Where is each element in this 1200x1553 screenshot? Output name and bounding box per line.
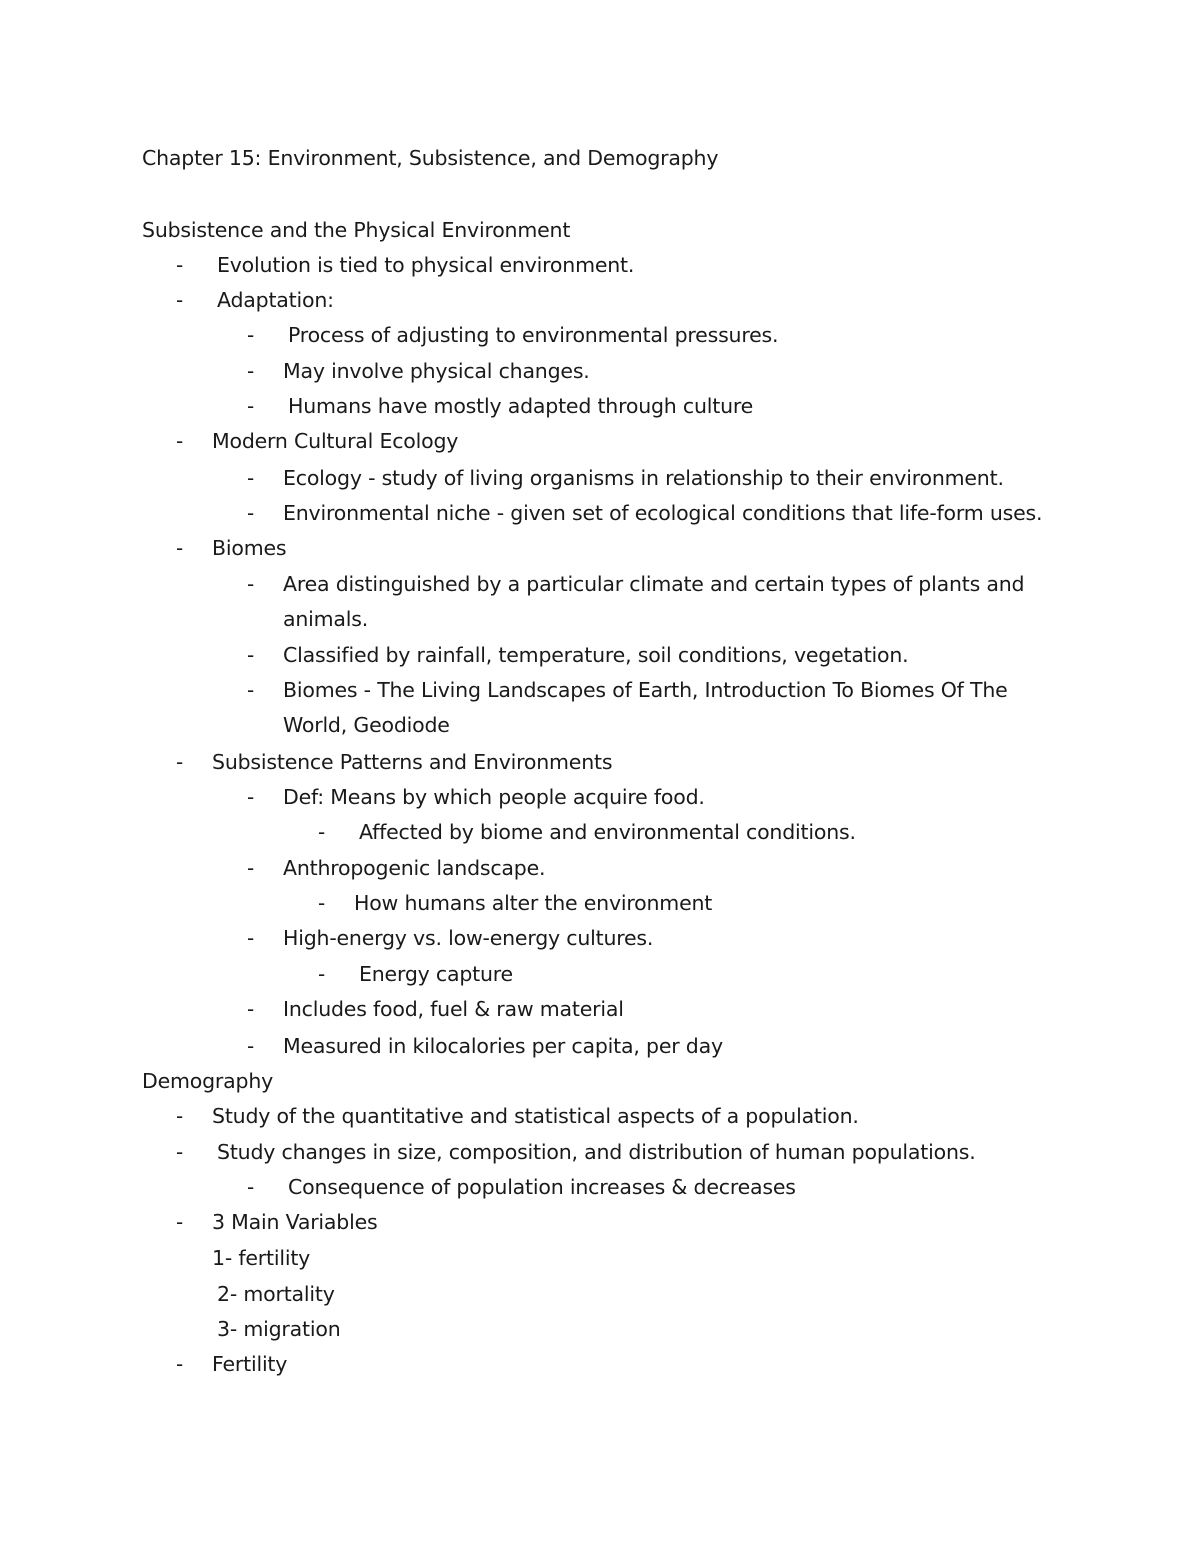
bullet-dash: - bbox=[176, 253, 184, 277]
list-item: Fertility bbox=[212, 1352, 288, 1376]
bullet-dash: - bbox=[176, 288, 184, 312]
list-item: Measured in kilocalories per capita, per day bbox=[283, 1034, 723, 1058]
list-item: Includes food, fuel & raw material bbox=[283, 997, 624, 1021]
list-item: Def: Means by which people acquire food. bbox=[283, 785, 705, 809]
bullet-dash: - bbox=[176, 1140, 184, 1164]
list-item: Subsistence Patterns and Environments bbox=[212, 750, 613, 774]
list-item: How humans alter the environment bbox=[354, 891, 713, 915]
bullet-dash: - bbox=[247, 394, 255, 418]
bullet-dash: - bbox=[247, 856, 255, 880]
bullet-dash: - bbox=[247, 466, 255, 490]
section-heading-demography: Demography bbox=[142, 1069, 274, 1093]
list-item: Study changes in size, composition, and distribution of human populations. bbox=[217, 1140, 976, 1164]
list-item: May involve physical changes. bbox=[283, 359, 590, 383]
list-item-continuation: World, Geodiode bbox=[283, 713, 450, 737]
bullet-dash: - bbox=[247, 643, 255, 667]
section-heading-subsistence: Subsistence and the Physical Environment bbox=[142, 218, 571, 242]
numbered-item: 2- mortality bbox=[217, 1282, 335, 1306]
list-item: Process of adjusting to environmental pressures. bbox=[288, 323, 779, 347]
list-item: Ecology - study of living organisms in relationship to their environment. bbox=[283, 466, 1004, 490]
bullet-dash: - bbox=[176, 429, 184, 453]
bullet-dash: - bbox=[247, 1034, 255, 1058]
bullet-dash: - bbox=[176, 1210, 184, 1234]
bullet-dash: - bbox=[176, 1104, 184, 1128]
bullet-dash: - bbox=[176, 750, 184, 774]
list-item: Anthropogenic landscape. bbox=[283, 856, 546, 880]
list-item: Biomes - The Living Landscapes of Earth, Introduction To Biomes Of The bbox=[283, 678, 1008, 702]
list-item: Energy capture bbox=[359, 962, 513, 986]
bullet-dash: - bbox=[318, 820, 326, 844]
list-item: Classified by rainfall, temperature, soil conditions, vegetation. bbox=[283, 643, 909, 667]
bullet-dash: - bbox=[247, 572, 255, 596]
list-item: 3 Main Variables bbox=[212, 1210, 378, 1234]
list-item: High-energy vs. low-energy cultures. bbox=[283, 926, 654, 950]
list-item-continuation: animals. bbox=[283, 607, 369, 631]
list-item: Biomes bbox=[212, 536, 287, 560]
bullet-dash: - bbox=[247, 359, 255, 383]
bullet-dash: - bbox=[318, 962, 326, 986]
list-item: Modern Cultural Ecology bbox=[212, 429, 459, 453]
numbered-item: 3- migration bbox=[217, 1317, 341, 1341]
list-item: Affected by biome and environmental conditions. bbox=[359, 820, 856, 844]
numbered-item: 1- fertility bbox=[212, 1246, 311, 1270]
bullet-dash: - bbox=[247, 501, 255, 525]
bullet-dash: - bbox=[247, 323, 255, 347]
bullet-dash: - bbox=[247, 997, 255, 1021]
list-item: Humans have mostly adapted through culture bbox=[288, 394, 754, 418]
list-item: Evolution is tied to physical environment. bbox=[217, 253, 635, 277]
list-item: Area distinguished by a particular climate and certain types of plants and bbox=[283, 572, 1025, 596]
document-title: Chapter 15: Environment, Subsistence, and Demography bbox=[142, 146, 719, 170]
bullet-dash: - bbox=[247, 678, 255, 702]
bullet-dash: - bbox=[247, 926, 255, 950]
list-item: Consequence of population increases & decreases bbox=[288, 1175, 796, 1199]
list-item: Study of the quantitative and statistical aspects of a population. bbox=[212, 1104, 859, 1128]
bullet-dash: - bbox=[247, 785, 255, 809]
bullet-dash: - bbox=[318, 891, 326, 915]
bullet-dash: - bbox=[176, 1352, 184, 1376]
bullet-dash: - bbox=[247, 1175, 255, 1199]
bullet-dash: - bbox=[176, 536, 184, 560]
list-item: Environmental niche - given set of ecological conditions that life-form uses. bbox=[283, 501, 1043, 525]
list-item: Adaptation: bbox=[217, 288, 334, 312]
